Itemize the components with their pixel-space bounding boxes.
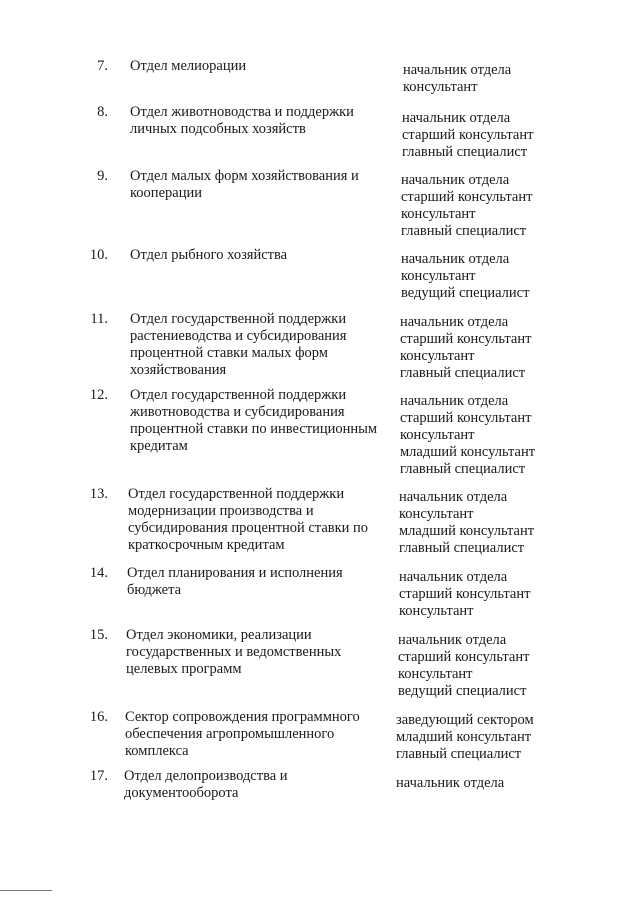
position-title: консультант [403,79,478,95]
position-title: консультант [398,666,473,682]
department-name [130,247,287,264]
entry-number: 11. [90,311,108,327]
position-title: начальник отдела [401,172,510,188]
position-title: старший консультант [400,331,532,347]
positions-list [403,62,511,96]
position-title: начальник отдела [398,632,507,648]
entry-number: 15. [89,627,108,643]
department-name-line: бюджета [127,582,182,598]
department-name-line: модернизации производства и [128,503,314,519]
department-name [130,58,246,75]
entry-number: 14. [89,565,108,581]
department-name-line: обеспечения агропромышленного [125,726,335,742]
position-title: младший консультант [396,729,532,745]
position-title: главный специалист [400,365,526,381]
department-name-line: субсидирования процентной ставки по [128,520,369,536]
position-title: консультант [401,268,476,284]
footer-rule [0,890,52,891]
department-name-line: Отдел малых форм хозяйствования и [130,168,359,184]
position-title: старший консультант [402,127,534,143]
department-name [124,768,288,802]
positions-list [402,110,533,161]
position-title: главный специалист [400,461,526,477]
position-title: начальник отдела [399,569,508,585]
position-title: главный специалист [402,144,528,160]
positions-list [399,489,534,557]
department-name [128,486,368,554]
department-name [126,627,341,678]
position-title: начальник отдела [400,314,509,330]
entry-number: 7. [97,58,108,74]
entry-number: 9. [97,168,108,184]
department-name-line: Отдел планирования и исполнения [127,565,343,581]
department-name-line: животноводства и субсидирования [130,404,345,420]
position-title: начальник отдела [402,110,511,126]
position-title: ведущий специалист [401,285,530,301]
department-name [130,387,377,455]
position-title: младший консультант [400,444,536,460]
position-title: главный специалист [396,746,522,762]
entry-number: 13. [89,486,108,502]
position-title: начальник отдела [403,62,512,78]
department-name-line: Сектор сопровождения программного [125,709,360,725]
position-title: консультант [399,603,474,619]
position-title: главный специалист [401,223,527,239]
department-name-line: кооперации [130,185,202,201]
department-name [130,168,359,202]
positions-list [396,775,504,792]
position-title: ведущий специалист [398,683,527,699]
department-name-line: документооборота [124,785,239,801]
position-title: главный специалист [399,540,525,556]
department-name-line: государственных и ведомственных [126,644,342,660]
positions-list [398,632,529,700]
entry-number: 16. [89,709,108,725]
position-title: начальник отдела [399,489,508,505]
position-title: старший консультант [398,649,530,665]
department-name-line: растениеводства и субсидирования [130,328,347,344]
department-name-line: личных подсобных хозяйств [130,121,306,137]
position-title: консультант [400,427,475,443]
positions-list [396,712,534,763]
position-title: начальник отдела [400,393,509,409]
department-name-line: Отдел государственной поддержки [128,486,345,502]
department-name-line: комплекса [125,743,189,759]
department-name-line: Отдел государственной поддержки [130,387,347,403]
department-name [130,104,354,138]
entry-number: 12. [89,387,108,403]
positions-list [400,393,535,478]
department-name-line: процентной ставки по инвестиционным [130,421,378,437]
positions-list [401,172,532,240]
entry-number: 8. [97,104,108,120]
position-title: консультант [400,348,475,364]
department-name-line: Отдел делопроизводства и [124,768,288,784]
department-name-line: Отдел рыбного хозяйства [130,247,288,263]
position-title: старший консультант [401,189,533,205]
department-name-line: Отдел государственной поддержки [130,311,347,327]
department-name-line: Отдел мелиорации [130,58,247,74]
position-title: начальник отдела [401,251,510,267]
department-name-line: целевых программ [126,661,242,677]
department-name-line: хозяйствования [130,362,227,378]
department-name-line: краткосрочным кредитам [128,537,285,553]
department-name [125,709,360,760]
position-title: младший консультант [399,523,535,539]
department-name-line: процентной ставки малых форм [130,345,328,361]
department-name [130,311,346,379]
position-title: консультант [399,506,474,522]
position-title: старший консультант [400,410,532,426]
department-name [127,565,343,599]
position-title: старший консультант [399,586,531,602]
department-name-line: кредитам [130,438,188,454]
positions-list [400,314,531,382]
entry-number: 10. [89,247,108,263]
entry-number: 17. [89,768,108,784]
position-title: консультант [401,206,476,222]
positions-list [401,251,529,302]
position-title: заведующий сектором [396,712,534,728]
department-name-line: Отдел животноводства и поддержки [130,104,354,120]
positions-list [399,569,530,620]
position-title: начальник отдела [396,775,505,791]
department-name-line: Отдел экономики, реализации [126,627,312,643]
